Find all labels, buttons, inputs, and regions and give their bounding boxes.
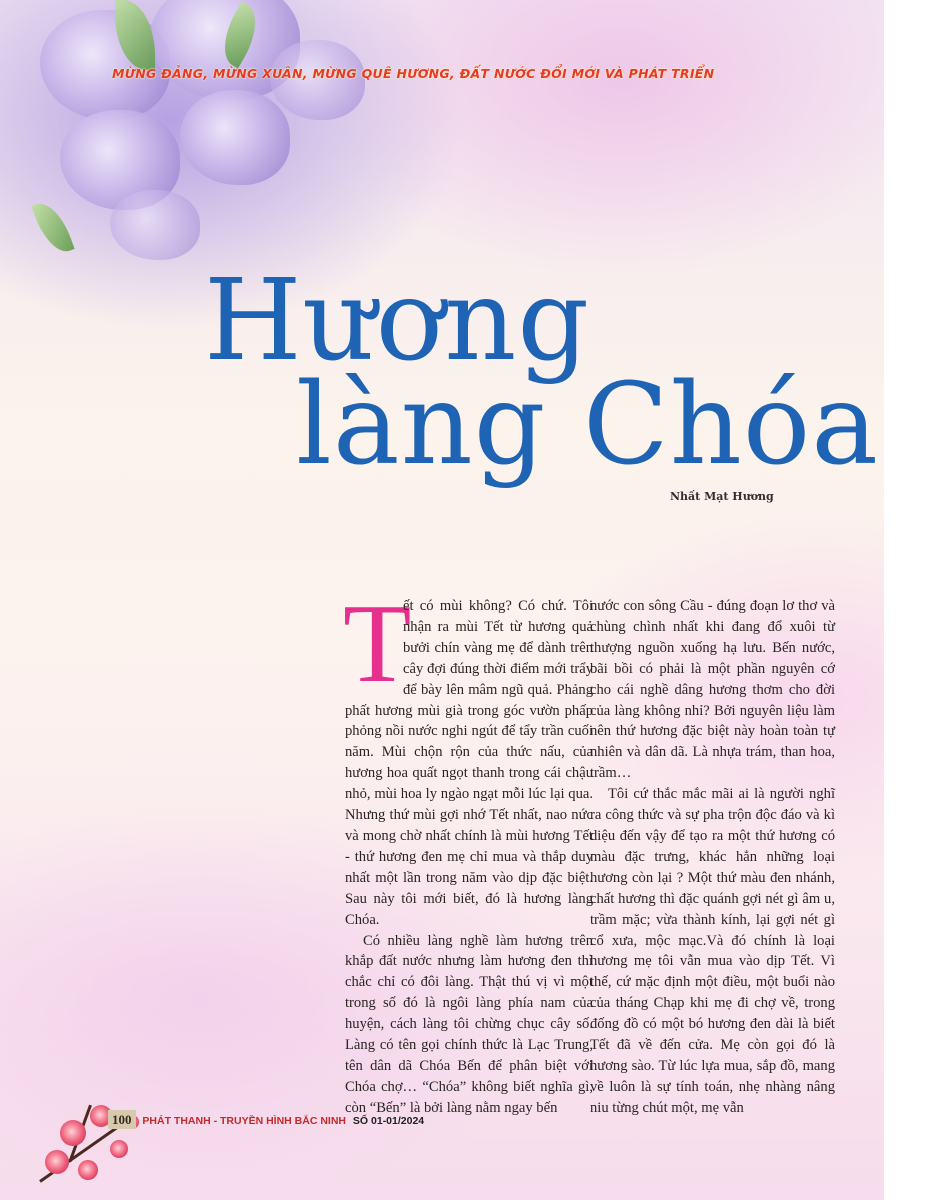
article-column-2 [590, 596, 835, 1119]
title-line-1: Hương [204, 256, 591, 386]
paragraph: nước con sông Cầu - đúng đoạn lơ thơ và chùng chình nhất khi đang đổ xuôi từ thượng nguồn xuống hạ lưu. Bến nước, bãi bồi có phải là một phần nguyên cớ cho cái nghề dâng hương thơm cho đời của làng không nhỉ? Bởi nguyên liệu làm nên thứ hương đặc biệt này hoàn toàn tự nhiên và dân dã. Là nhựa trám, than hoa, trầm… [590, 598, 835, 782]
page-number: 100 [108, 1110, 136, 1129]
author-byline: Nhất Mạt Hương [670, 490, 774, 503]
title-line-2: làng Chóa [296, 360, 880, 490]
paragraph: ết có mùi không? Có chứ. Tôi nhận ra mùi Tết từ hương quả bưởi chín vàng mẹ để dành trên cây đợi đúng thời điểm mới trẩy để bày lên mâm ngũ quả. Phảng phất hương mùi già trong góc vườn phấp phỏng nồi nước nghi ngút để tẩy trần cuối năm. Mùi chộn rộn của thức nấu, của hương hoa quất ngọt thanh trong cái chậu nhỏ, mùi hoa ly ngào ngạt mỗi lúc lại qua. Nhưng thứ mùi gợi nhớ Tết nhất, nao nức và mong chờ nhất chính là mùi hương Tết - thứ hương đen mẹ chỉ mua và thắp duy nhất một lần trong năm vào dịp đặc biệt. Sau này tôi mới biết, đó là hương làng Chóa. [345, 598, 593, 928]
page-footer [108, 1110, 424, 1129]
article-column-1 [343, 582, 593, 1119]
header-slogan: MỪNG ĐẢNG, MỪNG XUÂN, MỪNG QUÊ HƯƠNG, ĐẤT NƯỚC ĐỔI MỚI VÀ PHÁT TRIỂN [112, 66, 715, 81]
paragraph: Tôi cứ thắc mắc mãi ai là người nghĩ ra công thức và sự pha trộn độc đáo và kì diệu đến vậy để tạo ra một thứ hương có màu đặc trưng, khác hẳn những loại hương còn lại ? Một thứ màu đen nhánh, chất hương thì đặc quánh gợi nét gì âm u, trầm mặc; vừa thành kính, lại gợi nét gì cổ xưa, mộc mạc.Và đó chính là loại hương mẹ tôi vẫn mua vào dịp Tết. Vì thế, cứ mặc định một điều, một buổi nào của tháng Chạp khi mẹ đi chợ về, trong đống đồ có một bó hương đen dài là biết Tết đã về đến cửa. Mẹ còn gọi đó là hương sào. Từ lúc lựa mua, sắp đồ, mang về luôn là sự tính toán, nhẹ nhàng nâng niu từng chút một, mẹ vẫn [590, 786, 835, 1116]
paragraph: Có nhiều làng nghề làm hương trên khắp đất nước nhưng làm hương đen thì chắc chỉ có đôi làng. Thật thú vị vì một trong số đó là ngôi làng phía nam của huyện, cách làng tôi chừng chục cây số. Làng có tên gọi chính thức là Lạc Trung, tên dân dã Chóa Bến để phân biệt với Chóa chợ… “Chóa” không biết nghĩa gì, còn “Bến” là bởi làng nằm ngay bến [345, 932, 593, 1116]
publication-name: PHÁT THANH - TRUYỀN HÌNH BẮC NINH [142, 1115, 346, 1127]
issue-number: SỐ 01-01/2024 [352, 1115, 425, 1127]
page-margin [884, 0, 927, 1200]
drop-cap: T [343, 582, 412, 706]
